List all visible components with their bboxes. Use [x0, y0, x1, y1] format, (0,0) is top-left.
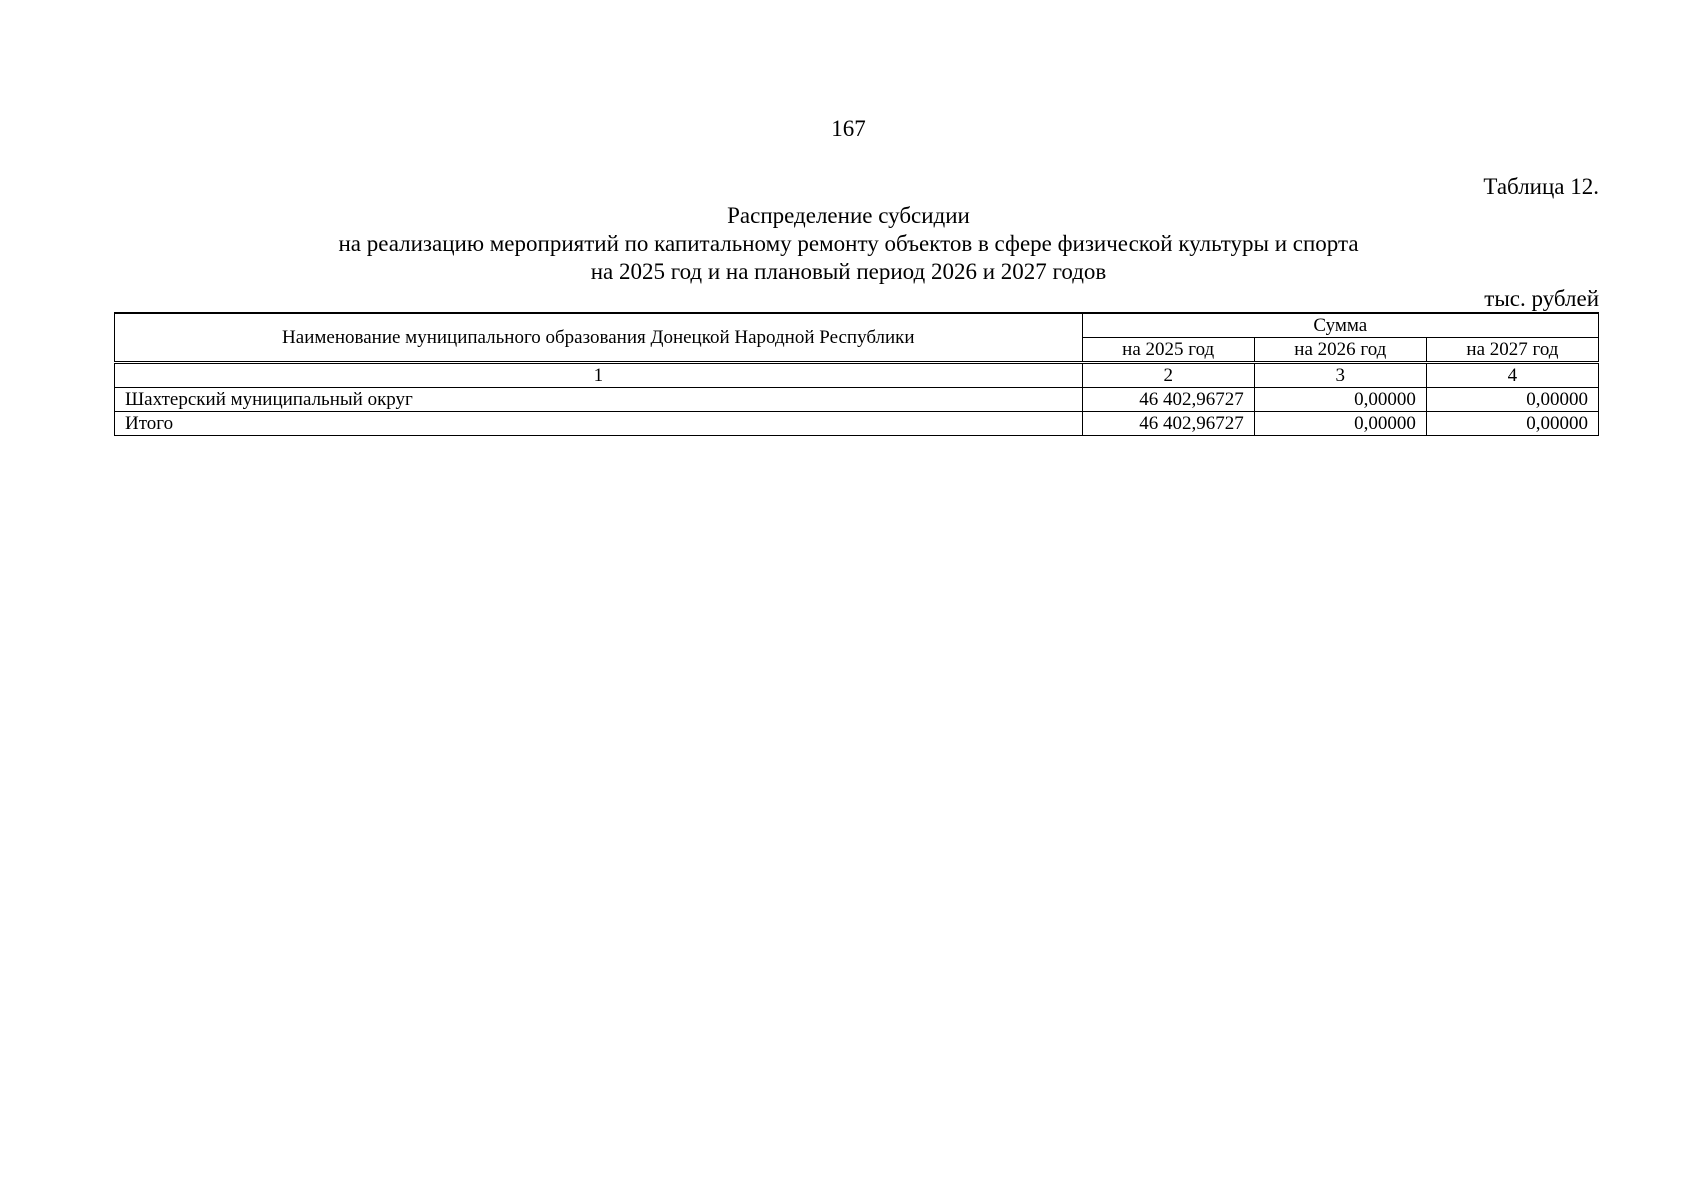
units-label: тыс. рублей: [1484, 286, 1599, 311]
column-number-3: 3: [1254, 363, 1426, 388]
subsidy-table: [114, 312, 1599, 436]
total-value-2027: 0,00000: [1426, 412, 1598, 436]
title-line-2: на реализацию мероприятий по капитальному ремонту объектов в сфере физической культуры и спорта: [338, 231, 1359, 256]
header-sum-cell: Сумма: [1082, 313, 1598, 338]
row-value-2027: 0,00000: [1426, 388, 1598, 412]
table-header-row: [115, 313, 1599, 338]
header-name-cell: Наименование муниципального образования Донецкой Народной Республики: [115, 313, 1083, 363]
total-value-2026: 0,00000: [1254, 412, 1426, 436]
header-year-2025: на 2025 год: [1082, 338, 1254, 363]
page-number: 167: [831, 116, 866, 141]
column-number-4: 4: [1426, 363, 1598, 388]
table-label: Таблица 12.: [1483, 174, 1599, 199]
row-value-2025: 46 402,96727: [1082, 388, 1254, 412]
table-row-total: [115, 412, 1599, 436]
header-year-2027: на 2027 год: [1426, 338, 1598, 363]
column-number-row: [115, 363, 1599, 388]
row-value-2026: 0,00000: [1254, 388, 1426, 412]
row-name: Шахтерский муниципальный округ: [115, 388, 1083, 412]
column-number-1: 1: [115, 363, 1083, 388]
header-year-2026: на 2026 год: [1254, 338, 1426, 363]
document-title: [0, 202, 1697, 286]
title-line-3: на 2025 год и на плановый период 2026 и 2027 годов: [590, 259, 1107, 284]
total-name: Итого: [115, 412, 1083, 436]
column-number-2: 2: [1082, 363, 1254, 388]
table-row: [115, 388, 1599, 412]
total-value-2025: 46 402,96727: [1082, 412, 1254, 436]
title-line-1: Распределение субсидии: [727, 203, 970, 228]
